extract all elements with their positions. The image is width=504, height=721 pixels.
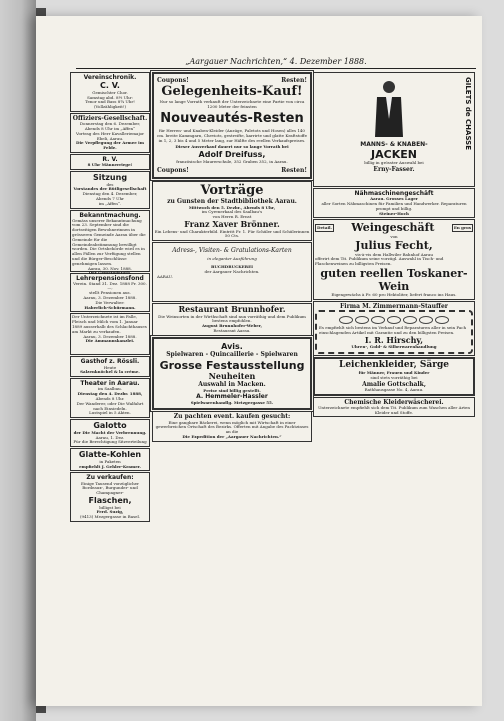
glatte-ad xyxy=(70,448,150,471)
vortraege-title: Vorträge xyxy=(200,182,264,198)
right-column xyxy=(313,72,475,418)
resten-label: Resten! xyxy=(281,77,307,84)
resten-label: Resten! xyxy=(281,166,307,174)
avis-text: Preise sind billig gestellt. xyxy=(203,387,261,393)
restaurant-ad xyxy=(152,303,312,336)
verkaufen-title: Zu verkaufen: xyxy=(86,474,134,482)
glatte-line: empfiehlt J. Gehler-Kramer. xyxy=(79,463,141,469)
naeh-text: aller Sorten Nähmaschinen für Familien und Handwerker. Reparaturen prompt und billig. xyxy=(321,200,467,211)
page-header: „Aargauer Nachrichten,“ 4. Dezember 1888. xyxy=(185,57,367,66)
adress-karten-ad xyxy=(152,242,312,302)
verein-line: Gemischter Chor. xyxy=(92,89,128,95)
nouveautes-text: für Herren- und Knaben-Kleider (Anzüge, Paletots und Hosen) alles 140 cm. breite Kammgarn, Cheviots, gestreifte, karrirte und glatte Kraftstoffe in 1, 2, 3 bis 4 und 5 Meter lang, zur Hälfte des reellen Verkaufspreises. xyxy=(157,127,307,143)
lehrer-line: Verein. Stand 31. Dez. 1888 Fr. 300.—, xyxy=(73,280,147,291)
leichen-title: Leichenkleider, Särge xyxy=(338,360,450,371)
theater-title: Theater in Aarau. xyxy=(80,380,140,388)
vereinschronik-title: Vereinschronik. xyxy=(83,74,137,81)
gasthof-title: Gasthof z. Rössli. xyxy=(80,358,140,366)
fleisch-sig: Aarau, 3. Dezember 1888. xyxy=(83,333,137,339)
coupon-row xyxy=(157,167,307,174)
flaschen-line: billigst bei xyxy=(99,504,121,510)
flaschen-line: (9413) Mezgergasse in Basel. xyxy=(79,514,141,520)
offiziers-ad xyxy=(70,113,150,153)
jacken-label: JACKEN xyxy=(371,148,417,162)
toskaner-text: Eigengewächs à Fr. 60 pro Hektoliter, liefert franco ins Haus. xyxy=(331,292,457,298)
theater-ad xyxy=(70,378,150,418)
verein-line: Tenor und Bass 8¾ Uhr! xyxy=(85,99,135,105)
lehrer-ad xyxy=(70,270,150,313)
adress-druck: BUCHDRUCKEREI xyxy=(210,264,254,270)
theater-line: im Saalbau. xyxy=(98,386,122,392)
wein-text: offerirt dem Tit. Publikum seine vorzügl. Auswahl in Tisch- und Flaschenweinen zu billigsten Preisen. xyxy=(315,256,444,267)
detail-label: Detail. xyxy=(315,224,334,233)
rv-text: 8 Uhr Männerriege! xyxy=(87,162,133,168)
theater-line: Lustspiel in 5 Akten. xyxy=(89,410,131,416)
verein-line: (Vollzähligkeit!) xyxy=(93,104,127,110)
sitzung-line: des xyxy=(106,181,114,187)
adress-title: Adress-, Visiten- & Gratulations-Karten xyxy=(172,247,292,255)
restaurant-sig2: Restaurant Aarau. xyxy=(213,328,251,334)
fleisch-text: Der Unterzeichnete ist im Falle, Fleisch und Milch vom 1. Januar 1889 ausserhalb des Schlachthauses am Markt zu verkaufen. xyxy=(72,314,147,334)
ring-icon xyxy=(371,316,385,324)
gasthof-line: Salzenknöchel & la créme. xyxy=(80,369,140,375)
vortraege-sub: zu Gunsten der Stadtbibliothek Aarau. xyxy=(167,198,297,206)
lehrer-line: Die Verwalter: xyxy=(95,299,125,305)
galotto-title: Galotto xyxy=(93,421,127,431)
verkaufen-ad xyxy=(70,472,150,522)
ring-icon xyxy=(419,316,433,324)
galotto-line: Für die Berechtigung Sitzverteilung xyxy=(73,439,147,445)
gasthof-ad xyxy=(70,356,150,377)
leichen-ad xyxy=(313,357,475,395)
gasthof-line: Heute xyxy=(103,364,117,370)
hirschy-ad xyxy=(313,301,475,356)
left-column xyxy=(70,72,150,523)
coupon-row xyxy=(157,77,307,84)
amalie-name: Amalie Gottschalk, xyxy=(362,380,426,388)
avis-ad xyxy=(152,337,312,411)
hemmeler-address: Spielwarenhandlg. Metzgergasse 55. xyxy=(190,399,274,405)
glatte-title: Glatte-Kohlen xyxy=(78,450,142,460)
naeh-sub: Aarau. Grosses Lager xyxy=(370,196,418,202)
pachten-title: Zu pachten event. kaufen gesucht: xyxy=(173,413,291,421)
neuheiten-title: Neuheiten xyxy=(208,370,256,381)
en-gros-label: En gros xyxy=(452,224,473,233)
pachten-sig: Die Expedition der „Aargauer Nachrichten.“ xyxy=(182,433,282,439)
fleisch-sig: Die Ammannskanzlei. xyxy=(85,338,135,344)
adolf-address: französische Maurerschule, 352 Graben 352, in Aarau. xyxy=(176,158,288,164)
sitzung-title: Sitzung xyxy=(92,172,128,182)
galotto-ad xyxy=(70,419,150,447)
theater-line: Der Wanderer, oder Die Walfahrt nach Einsiedeln. xyxy=(76,400,144,411)
franz-name: Franz Xaver Brönner. xyxy=(184,218,280,229)
avis-sub: Spielwaren - Quincaillerie - Spielwaren xyxy=(166,351,298,359)
kauf-text: Nur so lange Vorrath verkauft der Unterzeichnete eine Partie von circa 1200 Meter der feinsten xyxy=(159,98,305,109)
leichen-text: sind stets vorräthig bei xyxy=(370,374,418,380)
rv-title: R. V. xyxy=(102,155,118,163)
restaurant-title: Restaurant Brunnhofer. xyxy=(178,304,286,315)
chlets-title: GILETS de CHASSE xyxy=(464,77,472,151)
man-illustration xyxy=(372,79,406,139)
jacken-text: billig in grösster Auswahl bei xyxy=(364,160,424,166)
pachten-ad xyxy=(152,411,312,441)
book-fold xyxy=(0,0,36,721)
lehrer-title: Lehrerpensionsfond xyxy=(76,274,144,282)
lehrer-line: stellt Pensionen aus. xyxy=(89,290,131,296)
chemische-ad xyxy=(313,397,475,418)
theater-line: Abends 8 Uhr. xyxy=(95,396,125,402)
vortraege-ad xyxy=(152,181,312,241)
vereinschronik-ad xyxy=(70,72,150,112)
hirschy-name: I. R. Hirschy, xyxy=(364,334,424,345)
naeh-sig: Steiner-Hoch xyxy=(379,210,409,216)
middle-column xyxy=(152,72,312,443)
ring-icon xyxy=(403,316,417,324)
sitzung-ad xyxy=(70,171,150,209)
hemmeler-name: A. Hemmeler-Hassler xyxy=(196,393,268,401)
offiziers-title: Offiziers-Gesellschaft. xyxy=(72,114,148,122)
wein-header xyxy=(315,221,473,234)
chemische-title: Chemische Kleiderwäscherei. xyxy=(344,398,444,406)
fleisch-ad xyxy=(70,313,150,355)
adress-druck: der Aargauer Nachrichten. xyxy=(204,268,260,274)
weingeschaeft-title: Weingeschäft xyxy=(351,221,435,235)
hirschy-sub: Uhren-, Gold- & Silberwarenhandlung xyxy=(351,344,437,350)
bekanntmachung-text: Gemäss unserer Bekanntmachung vom 23. September sind die dortseitigen Bewohnerinnen in grösseren Gemeinde Aarau über die Gemeinde für die Gemeindeabstimmung bewilligt worden. Die Ortsbehörde wird es in allen Fällen zur Verfügung stellen und die Bürger-Beschlüsse genehmigen lassen. xyxy=(72,217,146,266)
rv-ad xyxy=(70,154,150,170)
bekanntmachung-title: Bekanntmachung. xyxy=(79,211,141,219)
restaurant-text: Die Weinsorten in der Wirthschaft sind nun vorräthig und dem Publikum bestens empfohlen. xyxy=(158,313,306,324)
ring-icon xyxy=(355,316,369,324)
erny-name: Erny-Fasser. xyxy=(373,166,415,174)
firma-title: Firma M. Zimmermann-Stauffer xyxy=(340,303,448,311)
header-rule xyxy=(76,68,476,69)
flaschen-line: Ferd. Suzig, xyxy=(96,509,124,515)
bekanntmachung-ad xyxy=(70,210,150,276)
adress-sub: in eleganter Ausführung xyxy=(207,256,257,262)
leichen-sub: für Männer, Frauen und Kinder xyxy=(358,370,430,376)
coupon-label: Coupons! xyxy=(157,77,189,84)
vortraege-line: Mittwoch den 5. Dezbr., Abends 8 Uhr, xyxy=(188,204,276,210)
bekanntmachung-sig: Der Gemeinderath. xyxy=(88,270,132,276)
naeh-title: Nähmaschinengeschäft xyxy=(354,190,434,197)
kauf-ad xyxy=(152,72,312,179)
ring-icon xyxy=(339,316,353,324)
julius-name: Julius Fecht, xyxy=(355,239,433,253)
verkaufen-line: Einige Tausend vorzüglicher xyxy=(81,480,139,486)
verkaufen-line: Bordeaux-, Burgunder- und Champagner- xyxy=(82,485,138,496)
lehrer-line: Haberlich-Schürmann. xyxy=(84,304,136,310)
offiziers-line: Donnerstag den 6. Dezember, xyxy=(79,121,141,127)
offiziers-line: Ebeli, Aarau. xyxy=(96,135,124,141)
manns-label: MANNS- & KNABEN- xyxy=(360,141,428,148)
jacken-ad xyxy=(313,72,475,187)
toskaner-title: guten reellen Toskaner-Wein xyxy=(320,266,468,294)
nouveautes-title: Nouveautés-Resten xyxy=(160,111,304,127)
auswahl-text: Auswahl in Macken. xyxy=(198,381,266,389)
offiziers-line: Abends 8 Uhr im „Affen“ xyxy=(84,125,136,131)
naehmaschinen-ad xyxy=(313,188,475,218)
jewellery-chain-border xyxy=(315,310,473,354)
kauf-title: Gelegenheits-Kauf! xyxy=(161,84,303,100)
galotto-line: Aarau, 1. Dez. xyxy=(95,434,125,440)
man-jacket-icon xyxy=(372,79,406,139)
restaurant-sig: August Brunnhofer-Weber, xyxy=(201,323,263,329)
offiziers-line: Die Verpflegung der Armee im Felde. xyxy=(76,140,144,151)
flaschen-title: Flaschen, xyxy=(88,495,132,505)
lehrer-line: Aarau, 3. Dezember 1888. xyxy=(83,295,137,301)
wein-von: von xyxy=(390,233,398,239)
bekanntmachung-sig: Aarau, 30. Nov. 1888. xyxy=(87,265,132,271)
avis-title: Avis. xyxy=(221,341,243,351)
verein-line: Samstag abd. 8½ Uhr: xyxy=(87,94,133,100)
sitzung-line: Dienstag den 4. Dezember, xyxy=(82,191,138,197)
julius-vis: vis-à-vis dem Hallwiler Bahnhof Aarau xyxy=(355,251,433,257)
adress-aarau: AARAU. xyxy=(157,273,173,279)
amalie-address: Rathhausgasse No. 4, Aarau. xyxy=(364,386,424,392)
ring-icon xyxy=(387,316,401,324)
glatte-line: in Paketen xyxy=(99,458,121,464)
offiziers-line: Vortrag des Herr Kavalleriemajor xyxy=(75,130,145,136)
theater-line: Dienstag den 4. Dezbr. 1888, xyxy=(77,391,143,397)
chain-text: Es empfiehlt sich bestens im Verkauf und Reparaturen aller in sein Fach einschlagenden Artikel mit Garantie und zu den billigsten Preisen. xyxy=(319,325,467,336)
weingeschaeft-ad xyxy=(313,219,475,300)
vortraege-line: von Herrn R. Ernst xyxy=(212,214,252,220)
dieser-text: Dieser Ausverkauf dauert nur so lange Vorrath bei xyxy=(175,144,289,150)
pachten-text: Eine gangbare Bäckerei, wenn möglich mit Wirtschaft in einer gewerbreichen Ortschaft des Bezirks. Offerten mit Angabe des Pachtzinses an die xyxy=(155,419,309,435)
ring-icon xyxy=(435,316,449,324)
chemische-text: Unterzeichnete empfiehlt sich dem Tit. Publikum zum Waschen aller Arten Kleider und Stoffe. xyxy=(318,404,470,415)
adolf-name: Adolf Dreifuss, xyxy=(198,150,266,160)
vortraege-line: im Cyrenerkaal des Saalbau's xyxy=(201,209,263,215)
grosse-title: Grosse Festausstellung xyxy=(159,358,305,372)
sitzung-line: Vorstandes der Rütligesellschaft xyxy=(73,186,147,192)
sitzung-line: Abends 7 Uhr xyxy=(96,195,124,201)
vereinschronik-sub: C. V. xyxy=(100,81,120,91)
sitzung-line: im „Affen“. xyxy=(98,200,122,206)
coupon-label: Coupons! xyxy=(157,166,189,174)
franz-text: Ein Lebens- und Charakterbild. Eintritt Fr. 1. Für Schüler und Schülerinnen 50 Cts. xyxy=(154,228,310,239)
galotto-line: der Die Macht der Verbrennung. xyxy=(73,429,147,435)
